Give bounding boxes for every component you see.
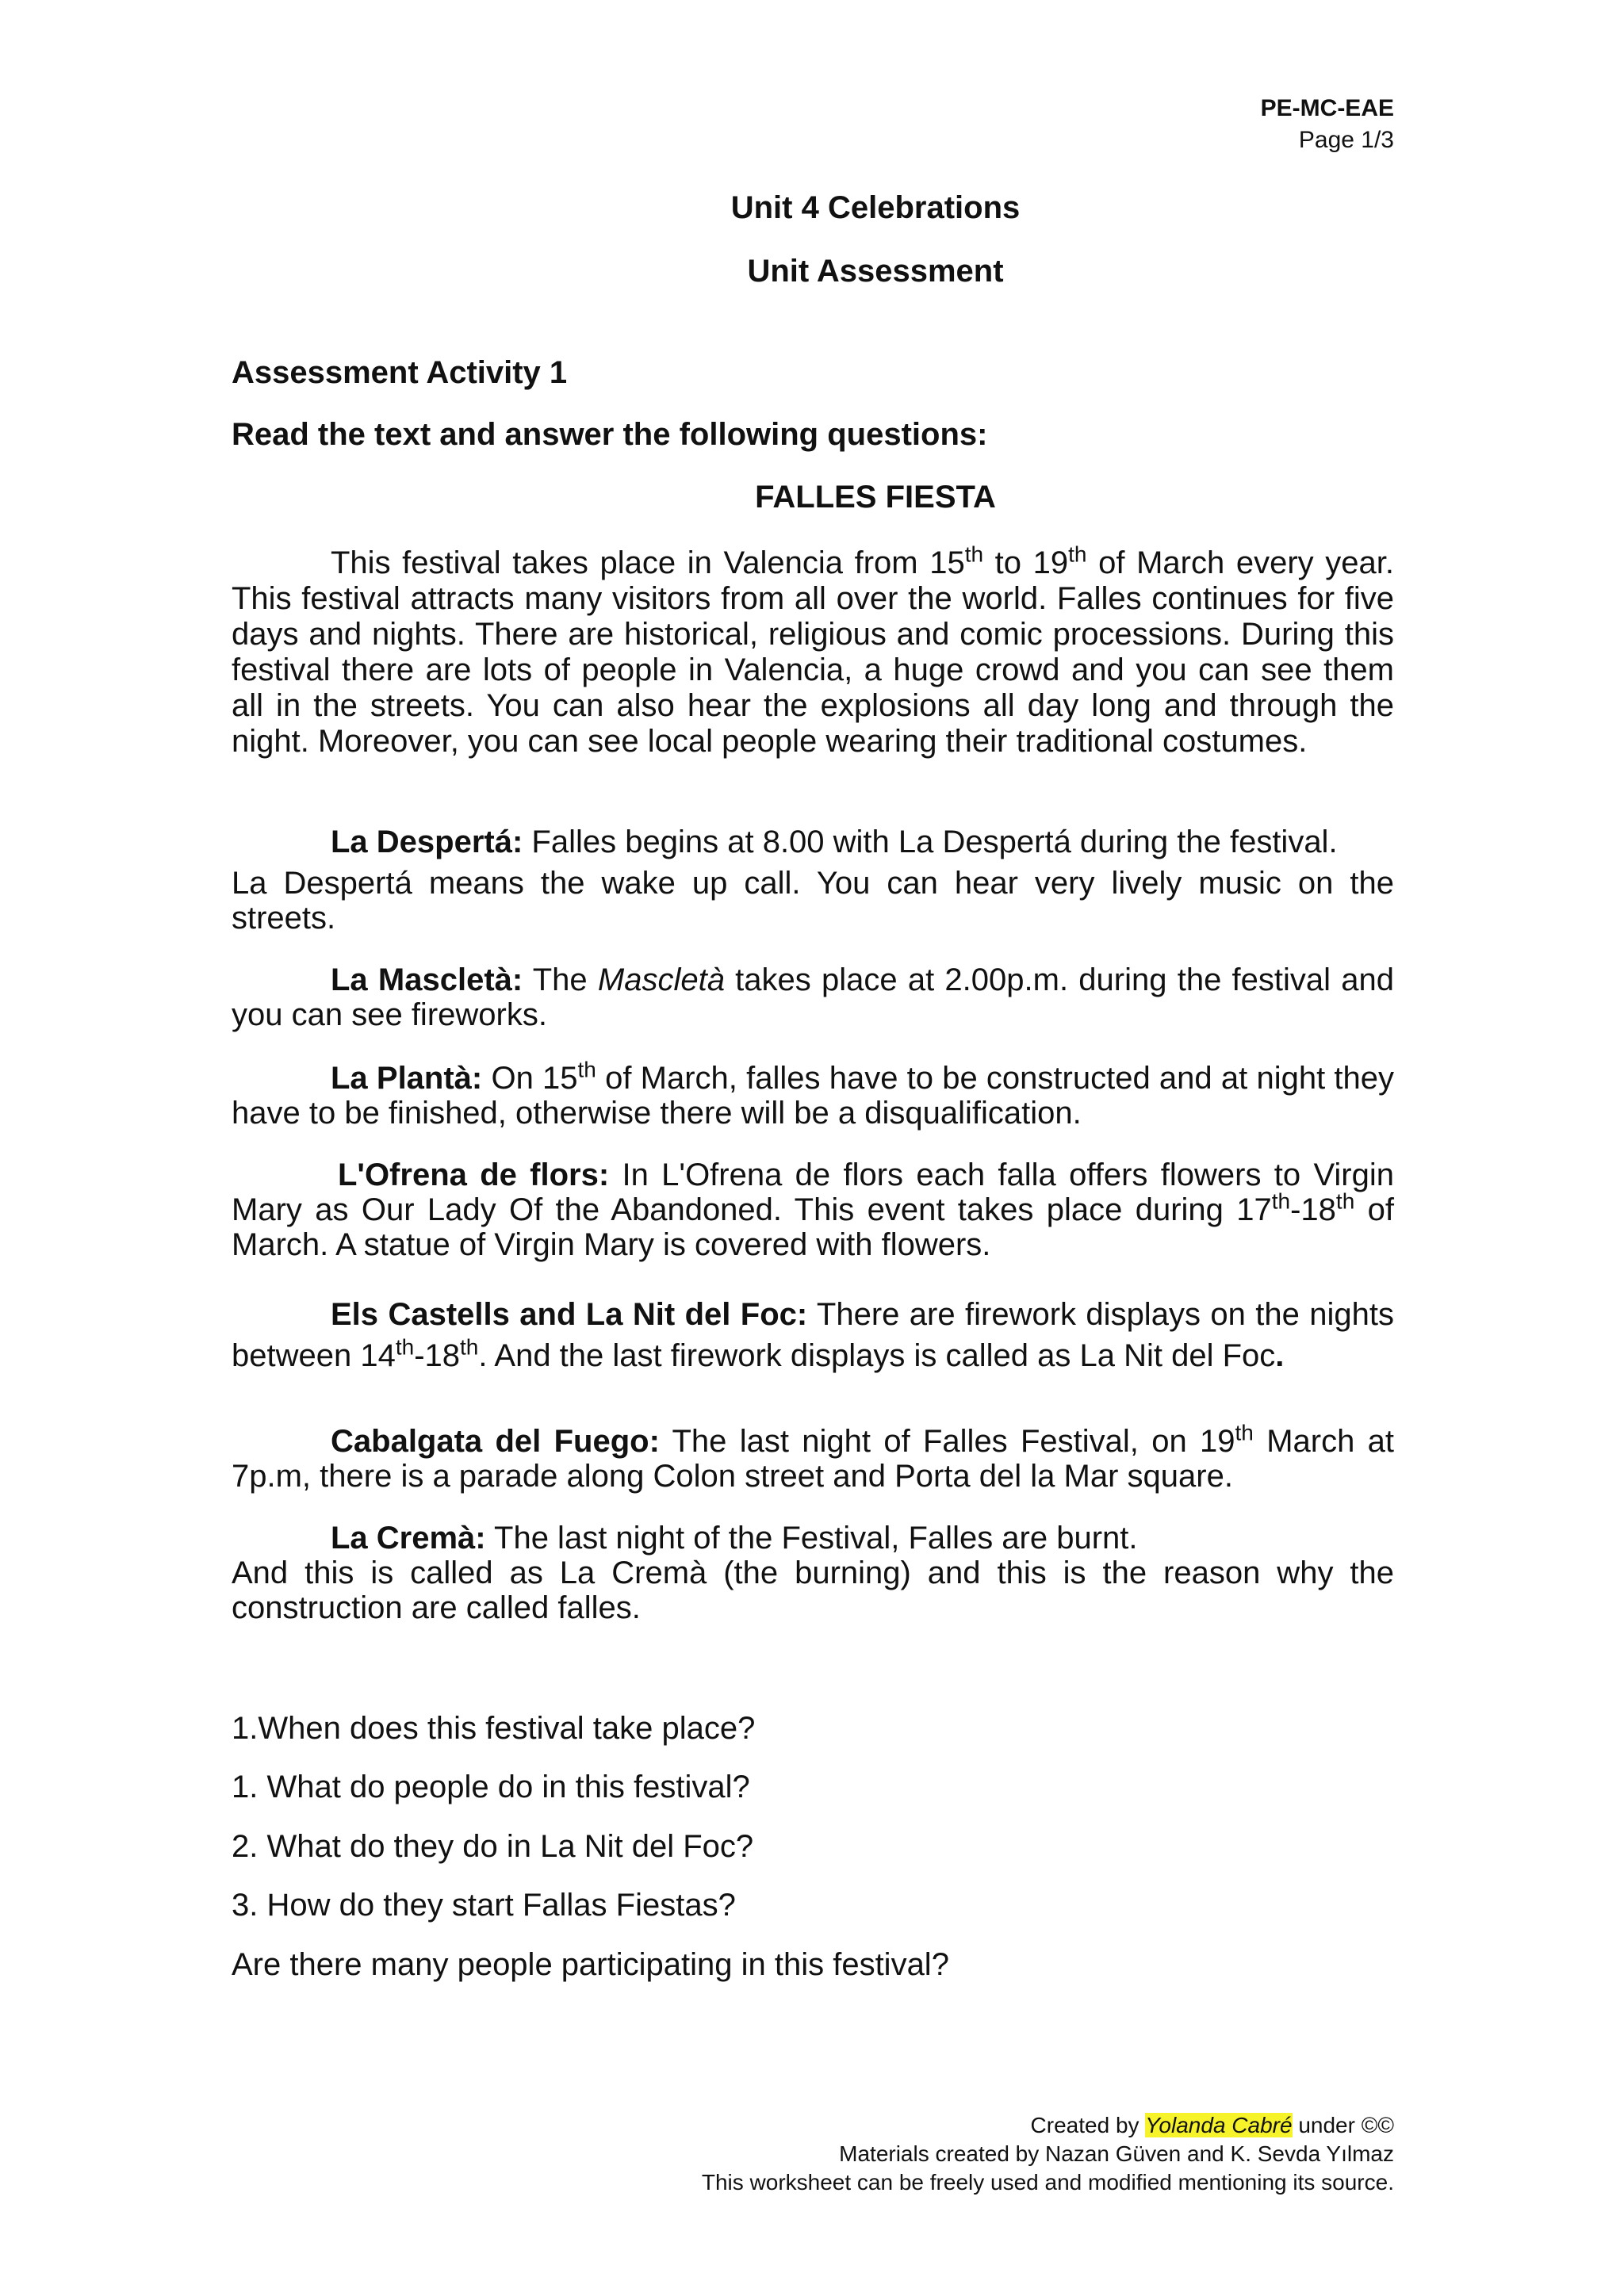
desperta-text-2: La Despertá means the wake up call. You can hear very lively music on the streets. <box>232 866 1394 936</box>
cabalgata-paragraph <box>232 1420 1395 1494</box>
crema-term: La Cremà: <box>331 1521 486 1556</box>
planta-text-1: On 15 <box>482 1061 578 1096</box>
ordinal-suffix: th <box>1235 1420 1254 1445</box>
question-4: 3. How do they start Fallas Fiestas? <box>232 1888 736 1923</box>
castells-period: . <box>1275 1338 1285 1373</box>
footer-credit <box>1031 2113 1394 2138</box>
desperta-paragraph <box>232 825 1394 936</box>
crema-paragraph <box>232 1521 1394 1625</box>
ofrena-text-1: In L'Ofrena de flors each falla offers flowers to Virgin Mary as Our Lady Of the Abandoned. This event takes place during 17 <box>232 1158 1394 1227</box>
desperta-line-1 <box>232 825 1394 859</box>
text-title: FALLES FIESTA <box>755 480 996 515</box>
ordinal-suffix: th <box>964 541 984 567</box>
page-number: Page 1/3 <box>1298 127 1394 153</box>
castells-text-2: -18 <box>414 1338 461 1373</box>
footer-created-suffix: under ©© <box>1292 2113 1394 2137</box>
cabalgata-term: Cabalgata del Fuego: <box>331 1424 660 1459</box>
crema-text-1: The last night of the Festival, Falles are burnt. <box>485 1521 1138 1556</box>
ofrena-paragraph <box>232 1158 1394 1262</box>
crema-text-2: And this is called as La Cremà (the burning) and this is the reason why the construction are called falles. <box>232 1556 1394 1625</box>
planta-term: La Plantà: <box>331 1061 483 1096</box>
ofrena-text-3: of March. A statue of Virgin Mary is covered with flowers. <box>232 1192 1394 1262</box>
assessment-title: Unit Assessment <box>747 254 1004 289</box>
mascleta-italic: Mascletà <box>597 962 725 997</box>
activity-instruction: Read the text and answer the following questions: <box>232 417 988 452</box>
ofrena-term: L'Ofrena de flors: <box>338 1158 610 1192</box>
intro-paragraph <box>232 541 1395 760</box>
mascleta-text-1: The <box>523 962 598 997</box>
footer-license: This worksheet can be freely used and modified mentioning its source. <box>701 2170 1394 2195</box>
question-5: Are there many people participating in this festival? <box>232 1947 949 1982</box>
mascleta-paragraph <box>232 962 1394 1032</box>
ordinal-suffix: th <box>395 1334 415 1360</box>
mascleta-text-2: takes place at 2.00p.m. during the festival and you can see fireworks. <box>232 962 1394 1032</box>
ofrena-text-2: -18 <box>1290 1192 1336 1227</box>
question-1: 1.When does this festival take place? <box>232 1711 756 1746</box>
footer-materials: Materials created by Nazan Güven and K. Sevda Yılmaz <box>839 2141 1394 2166</box>
castells-paragraph <box>232 1294 1394 1376</box>
unit-title: Unit 4 Celebrations <box>730 190 1021 225</box>
mascleta-term: La Mascletà: <box>331 962 523 997</box>
document-code: PE-MC-EAE <box>1260 95 1394 121</box>
activity-heading: Assessment Activity 1 <box>232 355 568 390</box>
ordinal-suffix: th <box>460 1334 479 1360</box>
intro-text-1: This festival takes place in Valencia from 15 <box>331 545 965 580</box>
planta-paragraph <box>232 1057 1394 1131</box>
cabalgata-text-1: The last night of Falles Festival, on 19 <box>659 1424 1235 1459</box>
intro-text-2: to 19 <box>983 545 1069 580</box>
castells-text-3: . And the last firework displays is called as La Nit del Foc <box>478 1338 1276 1373</box>
cabalgata-text-2: March at 7p.m, there is a parade along Colon street and Porta del la Mar square. <box>232 1424 1395 1494</box>
intro-text-3: of March every year. This festival attracts many visitors from all over the world. Falles continues for five days and nights. There are historical, religious and comic processions. During this festival there are lots of people in Valencia, a huge crowd and you can see them all in the streets. You can also hear the explosions all day long and through the night. Moreover, you can see local people wearing their traditional costumes. <box>232 545 1395 759</box>
castells-text-1: There are firework displays on the nights between 14 <box>232 1297 1394 1373</box>
question-3: 2. What do they do in La Nit del Foc? <box>232 1829 754 1864</box>
castells-term: Els Castells and La Nit del Foc: <box>331 1297 808 1332</box>
ordinal-suffix: th <box>1335 1188 1355 1214</box>
planta-text-2: of March, falles have to be constructed and at night they have to be finished, otherwise there will be a disqualification. <box>232 1061 1394 1131</box>
footer-created-prefix: Created by <box>1030 2113 1146 2137</box>
ordinal-suffix: th <box>1271 1188 1291 1214</box>
desperta-text-1: Falles begins at 8.00 with La Despertá during the festival. <box>523 825 1338 859</box>
desperta-term: La Despertá: <box>331 825 523 859</box>
ordinal-suffix: th <box>577 1057 596 1082</box>
question-2: 1. What do people do in this festival? <box>232 1770 750 1804</box>
footer-author: Yolanda Cabré <box>1145 2113 1293 2137</box>
ordinal-suffix: th <box>1068 541 1087 567</box>
crema-line-1 <box>232 1521 1394 1556</box>
